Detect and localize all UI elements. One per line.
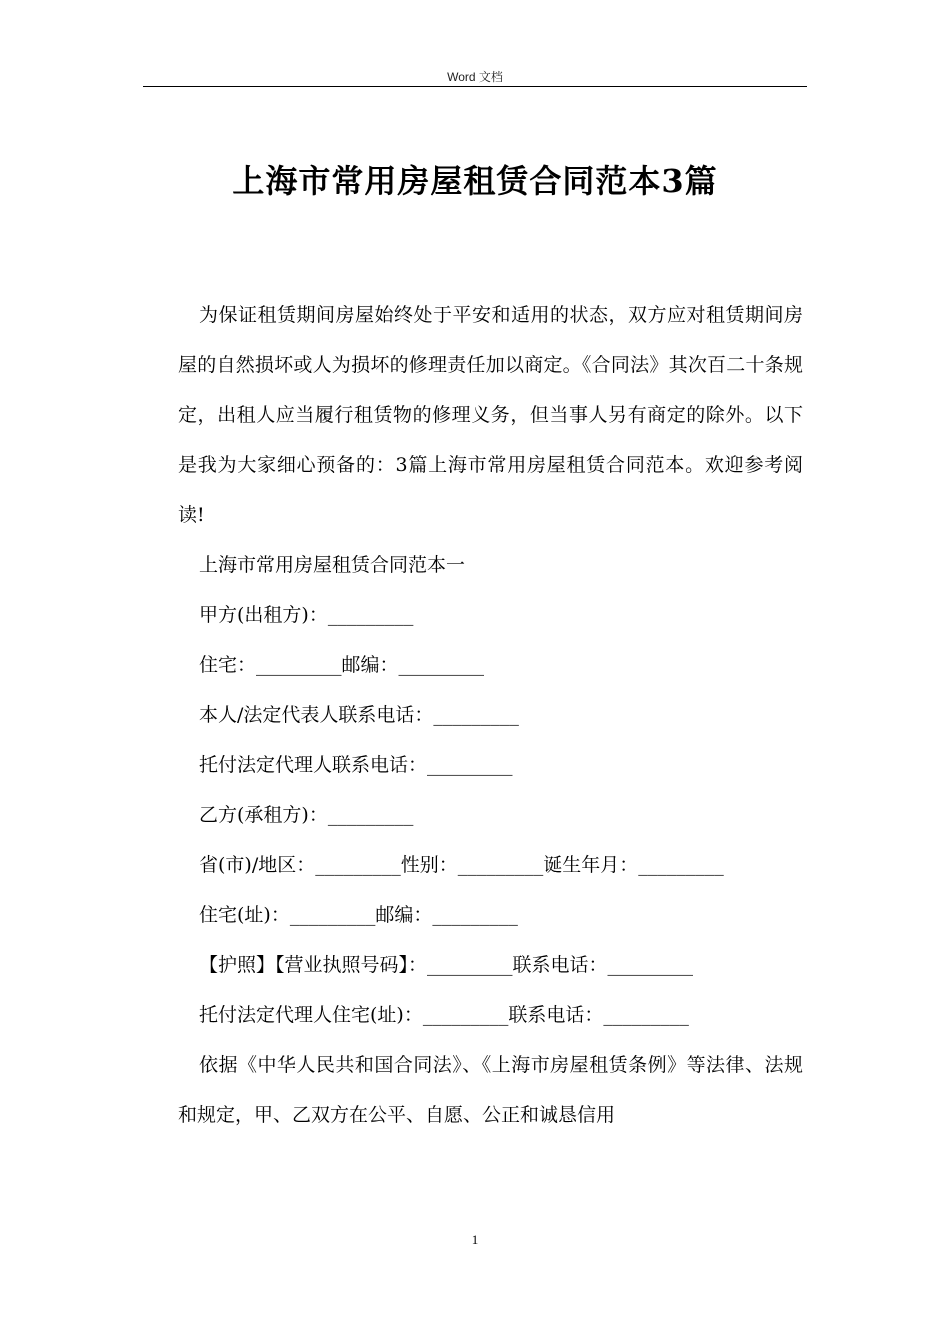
page-number: 1 xyxy=(471,1232,479,1247)
document-title: 上海市常用房屋租赁合同范本3篇 xyxy=(232,162,718,200)
document-body xyxy=(178,290,803,1140)
agent-address-line: 托付法定代理人住宅(址)：_________联系电话：_________ xyxy=(199,1004,689,1026)
section-heading: 上海市常用房屋租赁合同范本一 xyxy=(199,554,466,576)
region-line: 省(市)/地区：_________性别：_________诞生年月：_________ xyxy=(199,854,724,876)
party-b-line: 乙方(承租方)：_________ xyxy=(199,804,414,826)
id-license-line: 【护照】【营业执照号码】：_________联系电话：_________ xyxy=(199,954,694,976)
agent-phone-line: 托付法定代理人联系电话：_________ xyxy=(199,754,513,776)
header-rule xyxy=(143,86,807,87)
intro-paragraph: 为保证租赁期间房屋始终处于平安和适用的状态，双方应对租赁期间房屋的自然损坏或人为损坏的修理责任加以商定。《合同法》其次百二十条规定，出租人应当履行租赁物的修理义务，但当事人另有商定的除外。以下是我为大家细心预备的：3篇上海市常用房屋租赁合同范本。欢迎参考阅读! xyxy=(178,304,803,526)
party-a-line: 甲方(出租方)：_________ xyxy=(199,604,414,626)
page-header-text: Word 文档 xyxy=(447,70,503,84)
address-postcode-line: 住宅(址)：_________邮编：_________ xyxy=(199,904,518,926)
closing-paragraph: 依据《中华人民共和国合同法》、《上海市房屋租赁条例》等法律、法规和规定，甲、乙双方在公平、自愿、公正和诚恳信用 xyxy=(178,1054,803,1126)
address-line: 住宅：_________邮编：_________ xyxy=(199,654,485,676)
representative-phone-line: 本人/法定代表人联系电话：_________ xyxy=(199,704,519,726)
